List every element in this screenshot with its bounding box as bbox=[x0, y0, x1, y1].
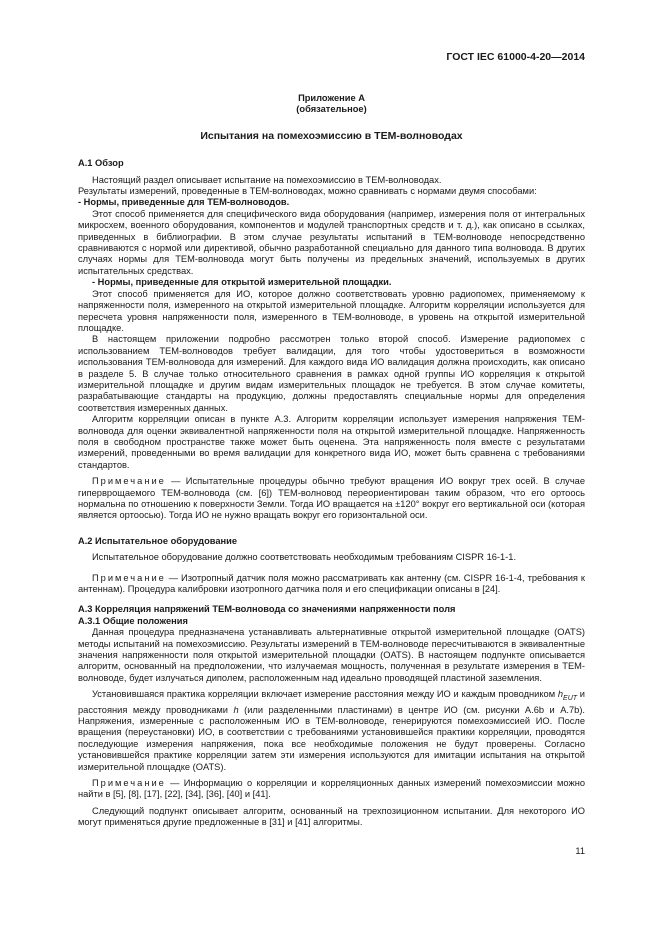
note-text: — Изотропный датчик поля можно рассматривать как антенну (см. CISPR 16-1-4, требования к антеннам). Процедура калибровки изотропного датчика поля и его спецификации описаны в [24]. bbox=[78, 572, 585, 595]
note bbox=[78, 476, 585, 522]
section-a2-heading: А.2 Испытательное оборудование bbox=[78, 535, 238, 546]
annex-title: Испытания на помехоэмиссию в ТЕМ-волноводах bbox=[200, 129, 463, 142]
note bbox=[78, 573, 585, 596]
paragraph: В настоящем приложении подробно рассмотрен только второй способ. Измерение радиопомех с использованием ТЕМ-волноводов требует валидации, для того чтобы удостовериться в возможности использования ТЕМ-волновода для измерений. Для каждого вида ИО валидация должна происходить, как описано в разделе 5. В случае только относительного сравнения в рамках одной группы ИО корреляция к открытой измерительной площадке и другим видам измерительных площадок не требуется. В этом случае комитеты, разрабатывающие стандарты на продукцию, должны предоставлять специальные нормы для определения соответствия измеренных данных. bbox=[78, 334, 585, 413]
section-a3-heading: А.3 Корреляция напряжений ТЕМ-волновода со значениями напряженности поля bbox=[78, 604, 456, 615]
list-item-bold: - Нормы, приведенные для ТЕМ-волноводов. bbox=[78, 197, 290, 208]
page-number: 11 bbox=[575, 846, 585, 856]
section-a1-heading: А.1 Обзор bbox=[78, 158, 124, 169]
paragraph: Испытательное оборудование должно соответствовать необходимым требованиям CISPR 16-1-1. bbox=[92, 552, 517, 563]
annex-status: (обязательное) bbox=[296, 104, 367, 115]
note-text: — Информацию о корреляции и корреляционных данных измерений помехоэмиссии можно найти в [5], [8], [17], [22], [34], [36], [40] и [41]. bbox=[78, 777, 585, 800]
subsection-a31-heading: А.3.1 Общие положения bbox=[78, 615, 188, 626]
note-label: Примечание bbox=[92, 572, 166, 583]
standard-header: ГОСТ IEC 61000-4-20—2014 bbox=[446, 51, 585, 63]
symbol-h-eut: $h_{EUT}$ bbox=[557, 689, 578, 703]
paragraph: Данная процедура предназначена устанавливать альтернативные открытой измерительной площадке (OATS) методы испытаний на помехоэмиссию. Результаты измерений в ТЕМ-волноводе пересчитываются в эквивалентные значения напряженности поля открытой измерительной площадки (OATS). В настоящем подпункте описывается алгоритм, основанный на предположении, что излучаемая мощность, полученная в результате измерения в ТЕМ-волноводе, будет излучаться диполем, расположенным над идеально проводящей пластиной заземления. bbox=[78, 627, 585, 683]
paragraph: Результаты измерений, проведенные в ТЕМ-волноводах, можно сравнивать с нормами двумя способами: bbox=[78, 186, 537, 197]
note-text: — Испытательные процедуры обычно требуют вращения ИО вокруг трех осей. В случае гиперврощаемого ТЕМ-волновода (см. [6]) ТЕМ-волновод переориентирован таким образом, что его ортоось нормальна по отношению к поверхности Земли. Тогда ИО вращается на ±120° вокруг его вертикальной оси (которая является ортоосью). Тогда ИО не нужно вращать вокруг его горизонтальной оси. bbox=[78, 476, 585, 521]
annex-label: Приложение А bbox=[298, 93, 365, 103]
symbol-h: h bbox=[233, 704, 239, 715]
note-label: Примечание bbox=[92, 476, 166, 487]
paragraph: Следующий подпункт описывает алгоритм, основанный на трехпозиционном испытании. Для некоторого ИО могут применяться другие предложенные в [31] и [41] алгоритмы. bbox=[78, 805, 585, 828]
list-item-bold: - Нормы, приведенные для открытой измерительной площадки. bbox=[92, 277, 392, 288]
paragraph: Установившаяся практика корреляции включает измерение расстояния между ИО и каждым проводником $h_{EUT}$ и расстояния между проводниками h (или разделенными пластинами) в центре ИО (см. рисунки А.6b и А.7b). Напряжения, измеренные с расположенным ИО в ТЕМ-волноводе, генерируются помехоэмиссией ИО. После вращения (переустановки) ИО, в соответствии с требованиями установившейся практики корреляции, проводятся последующие измерения напряжения, пока все необходимые положения не будут проверены. Согласно установившейся практике корреляции затем эти измерения используются для имитации испытания на открытой измерительной площадке (OATS). bbox=[78, 689, 585, 772]
paragraph: Алгоритм корреляции описан в пункте А.3. Алгоритм корреляции использует измерения напряжения ТЕМ-волновода для оценки эквивалентной напряженности поля на открытой измерительной площадке. Напряженность поля в свободном пространстве также может быть оценена. Эта напряженность поля вместе с результатами измерений, проведенными во время валидации для конкретного вида ИО, может быть сравнена с требованиями стандартов. bbox=[78, 414, 585, 470]
note-label: Примечание bbox=[92, 777, 166, 788]
paragraph: Этот способ применяется для ИО, которое должно соответствовать уровню радиопомех, применяемому к напряженности поля, измеренного на открытой измерительной площадке. Алгоритм корреляции используется для пересчета уровня напряженности поля, измеренного в ТЕМ-волноводе, в уровень на открытой измерительной площадке. bbox=[78, 288, 585, 333]
note bbox=[78, 778, 585, 801]
paragraph: Этот способ применяется для специфического вида оборудования (например, измерения поля от интегральных микросхем, военного оборудования, компонентов и модулей транспортных средств и т. д.), как описано в ссылках, приведенных в библиографии. В этом случае результаты испытаний в ТЕМ-волноводе непосредственно сравниваются с нормой или директивой, обычно разработанной специально для данного типа волновода. В других случаях нормы для ТЕМ-волновода могут быть получены из предельных значений, используемых в других испытательных средствах. bbox=[78, 208, 585, 276]
paragraph: Настоящий раздел описывает испытание на помехоэмиссию в ТЕМ-волноводах. bbox=[92, 174, 442, 185]
